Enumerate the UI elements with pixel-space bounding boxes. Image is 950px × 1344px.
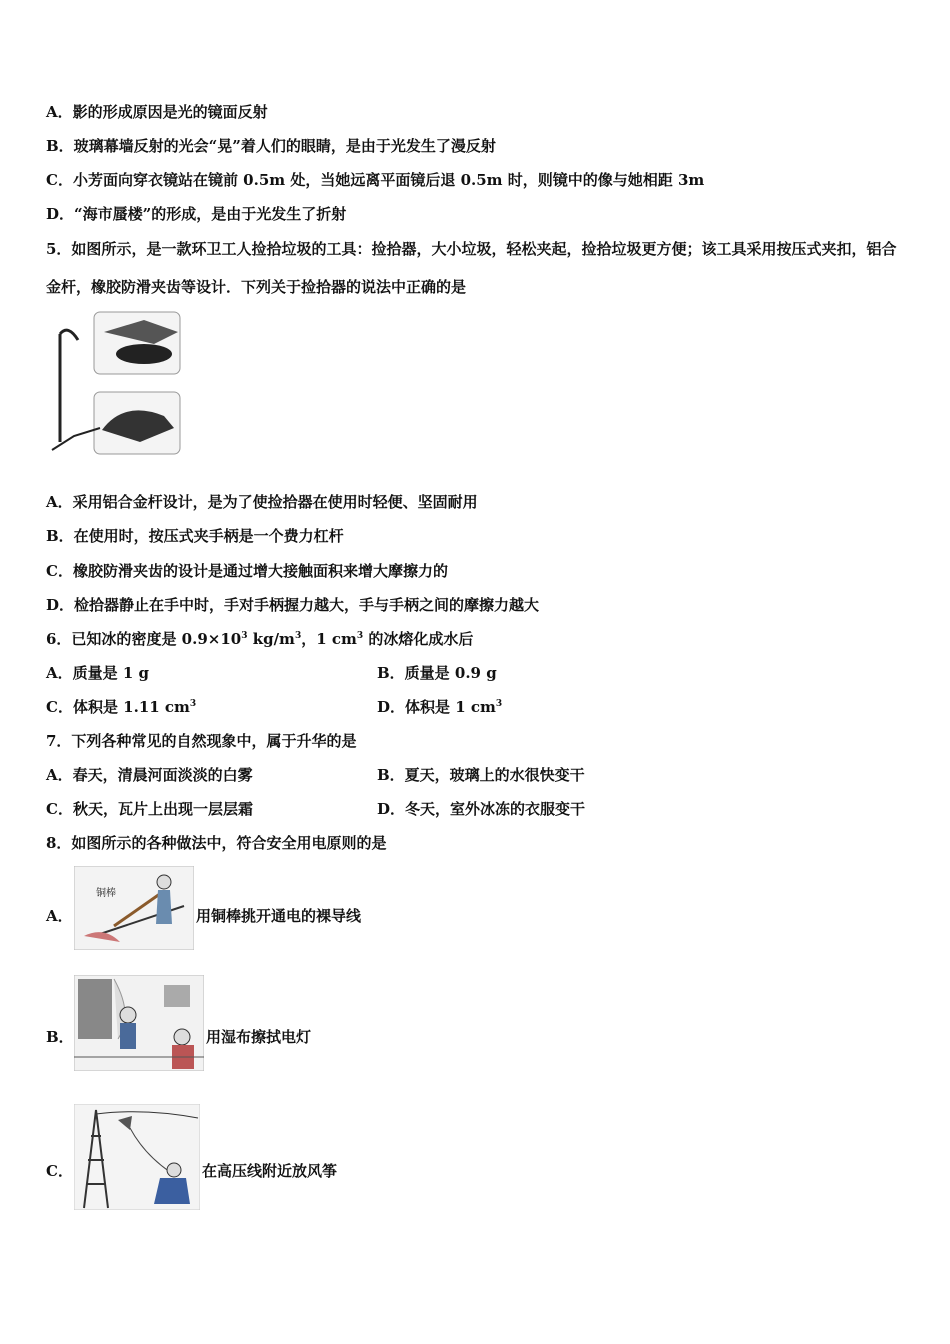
adult-head (174, 1029, 190, 1045)
lamp-shape (164, 985, 190, 1007)
kid-body (154, 1178, 190, 1204)
q6-option-d: D．体积是 1 $cm^3$ (377, 698, 503, 716)
q7-option-b: B．夏天，玻璃上的水很快变干 (377, 766, 585, 784)
picker-tool-figure (44, 310, 184, 458)
copper-rod-figure (74, 866, 194, 950)
q5-option-b: B．在使用时，按压式夹手柄是一个费力杠杆 (46, 527, 344, 545)
q4-option-d: D．“海市蜃楼”的形成，是由于光发生了折射 (46, 205, 347, 223)
q8-option-c-caption: 在高压线附近放风筝 (202, 1162, 338, 1180)
picker-teeth-shape (116, 344, 172, 364)
q7-stem: 7．下列各种常见的自然现象中，属于升华的是 (46, 732, 357, 750)
person-head (157, 875, 171, 889)
q8-option-b-caption: 用湿布擦拭电灯 (206, 1028, 312, 1046)
copper-rod-label: 铜棒 (96, 888, 116, 899)
kite-powerline-figure (74, 1104, 200, 1210)
q4-option-c: C．小芳面向穿衣镜站在镜前 0.5m 处，当她远离平面镜后退 0.5m 时，则镜中的像与她相距 3m (46, 171, 705, 189)
q4-option-a: A．影的形成原因是光的镜面反射 (46, 103, 268, 121)
q5-option-d: D．检拾器静止在手中时，手对手柄握力越大，手与手柄之间的摩擦力越大 (46, 596, 540, 614)
kid-head (167, 1163, 181, 1177)
q7-option-c: C．秋天，瓦片上出现一层层霜 (46, 800, 253, 818)
q8-option-a-caption: 用铜棒挑开通电的裸导线 (196, 907, 362, 925)
picker-jaw-panel (94, 312, 180, 374)
q5-option-a: A．采用铝合金杆设计，是为了使捡拾器在使用时轻便、坚固耐用 (46, 493, 478, 511)
person-body (156, 890, 172, 924)
q7-option-a: A．春天，清晨河面淡淡的白雾 (46, 766, 253, 784)
picker-hook (60, 330, 78, 340)
q5-stem: 5．如图所示，是一款环卫工人捡拾垃圾的工具：捡拾器，大小垃圾，轻松夹起，捡拾垃圾更方便；该工具采用按压式夹扣，铝合金杆，橡胶防滑夹齿等设计．下列关于捡拾器的说法中正确的是 (46, 240, 897, 296)
q8-option-b-label: B． (46, 1028, 74, 1046)
q5-option-c: C．橡胶防滑夹齿的设计是通过增大接触面积来增大摩擦力的 (46, 562, 448, 580)
child-head (120, 1007, 136, 1023)
q4-option-b: B．玻璃幕墙反射的光会“晃”着人们的眼睛，是由于光发生了漫反射 (46, 137, 496, 155)
q8-option-a-label: A． (46, 907, 73, 925)
q7-option-d: D．冬天，室外冰冻的衣服变干 (377, 800, 586, 818)
wet-cloth-lamp-figure (74, 975, 204, 1071)
q6-option-b: B．质量是 0.9 g (377, 664, 497, 682)
q6-option-c: C．体积是 1.11 $cm^3$ (46, 698, 197, 716)
q8-stem: 8．如图所示的各种做法中，符合安全用电原则的是 (46, 834, 387, 852)
q6-option-a: A．质量是 1 g (46, 664, 150, 682)
q8-option-c-label: C． (46, 1162, 73, 1180)
child-body (120, 1023, 136, 1049)
door-shape (78, 979, 112, 1039)
q6-stem: 6．已知冰的密度是 $0.9\times 10^3$ $kg/m^3$，1 $cm^3$ 的冰熔化成水后 (46, 630, 474, 648)
